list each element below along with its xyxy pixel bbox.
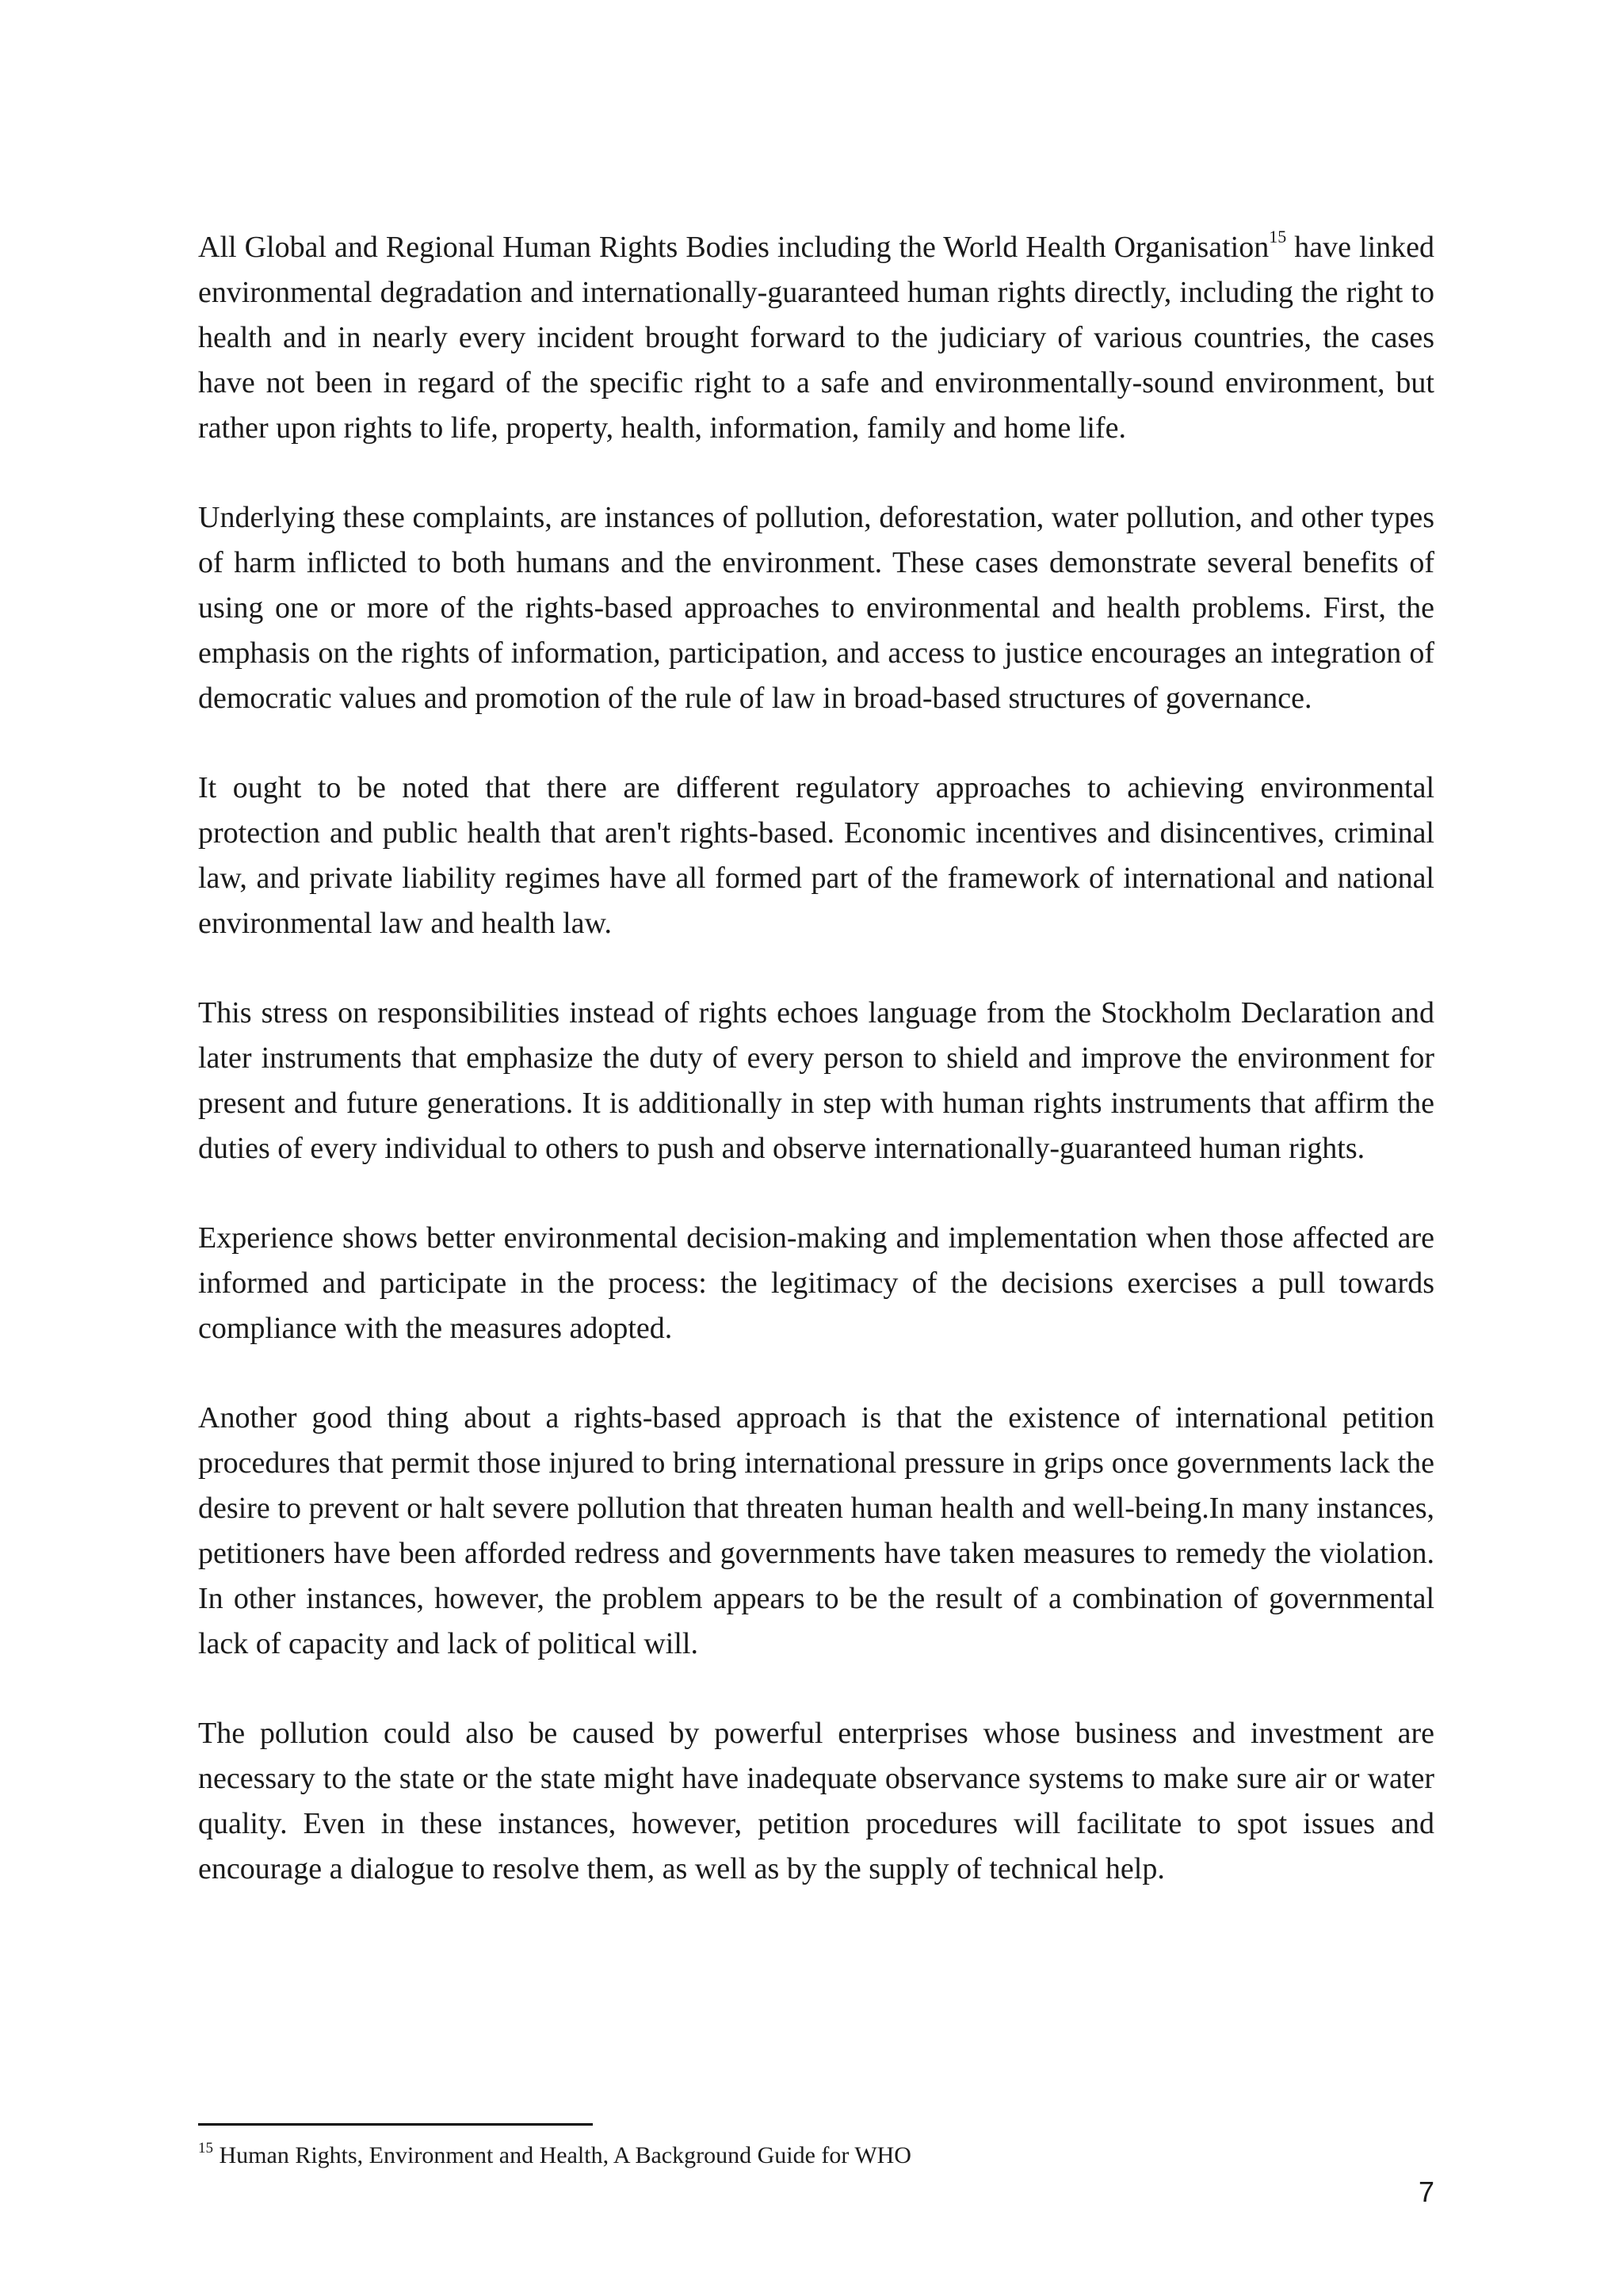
paragraph-7: The pollution could also be caused by powerful enterprises whose business and investment are necessary to the state or the state might have inadequate observance systems to make sure air or water quality. Even in these instances, however, petition procedures will facilitate to spot issues and encourage a dialogue to resolve them, as well as by the supply of technical help. <box>198 1717 1434 1885</box>
paragraph-3: It ought to be noted that there are different regulatory approaches to achieving environmental protection and public health that aren't rights-based. Economic incentives and disincentives, criminal law, and private liability regimes have all formed part of the framework of international and national environmental law and health law. <box>198 771 1434 940</box>
footnote <box>198 2140 911 2172</box>
footnote-divider <box>198 2123 593 2126</box>
paragraph-1 <box>198 225 1434 451</box>
paragraph-4: This stress on responsibilities instead of rights echoes language from the Stockholm Declaration and later instruments that emphasize the duty of every person to shield and improve the environment for present and future generations. It is additionally in step with human rights instruments that affirm the duties of every individual to others to push and observe internationally-guaranteed human rights. <box>198 996 1434 1165</box>
paragraph-5: Experience shows better environmental decision-making and implementation when those affected are informed and participate in the process: the legitimacy of the decisions exercises a pull towards compliance with the measures adopted. <box>198 1221 1434 1345</box>
paragraph-1-text: All Global and Regional Human Rights Bodies including the World Health Organisation <box>198 231 1270 264</box>
footnote-number: 15 <box>198 2140 213 2157</box>
paragraph-1-continuation: have linked environmental degradation and internationally-guaranteed human rights directly, including the right to health and in nearly every incident brought forward to the judiciary of various countries, the cases have not been in regard of the specific right to a safe and environmentally-sound environment, but rather upon rights to life, property, health, information, family and home life. <box>198 231 1435 445</box>
page-number: 7 <box>1418 2176 1434 2208</box>
paragraph-2: Underlying these complaints, are instances of pollution, deforestation, water pollution, and other types of harm inflicted to both humans and the environment. These cases demonstrate several benefits of using one or more of the rights-based approaches to environmental and health problems. First, the emphasis on the rights of information, participation, and access to justice encourages an integration of democratic values and promotion of the rule of law in broad-based structures of governance. <box>198 501 1434 715</box>
footnote-reference-15[interactable]: 15 <box>1269 227 1287 247</box>
footnote-text: Human Rights, Environment and Health, A Background Guide for WHO <box>213 2142 911 2168</box>
document-body <box>198 225 1434 1936</box>
paragraph-6: Another good thing about a rights-based approach is that the existence of international petition procedures that permit those injured to bring international pressure in grips once governments lack the desire to prevent or halt severe pollution that threaten human health and well-being.In many instances, petitioners have been afforded redress and governments have taken measures to remedy the violation. In other instances, however, the problem appears to be the result of a combination of governmental lack of capacity and lack of political will. <box>198 1401 1434 1660</box>
